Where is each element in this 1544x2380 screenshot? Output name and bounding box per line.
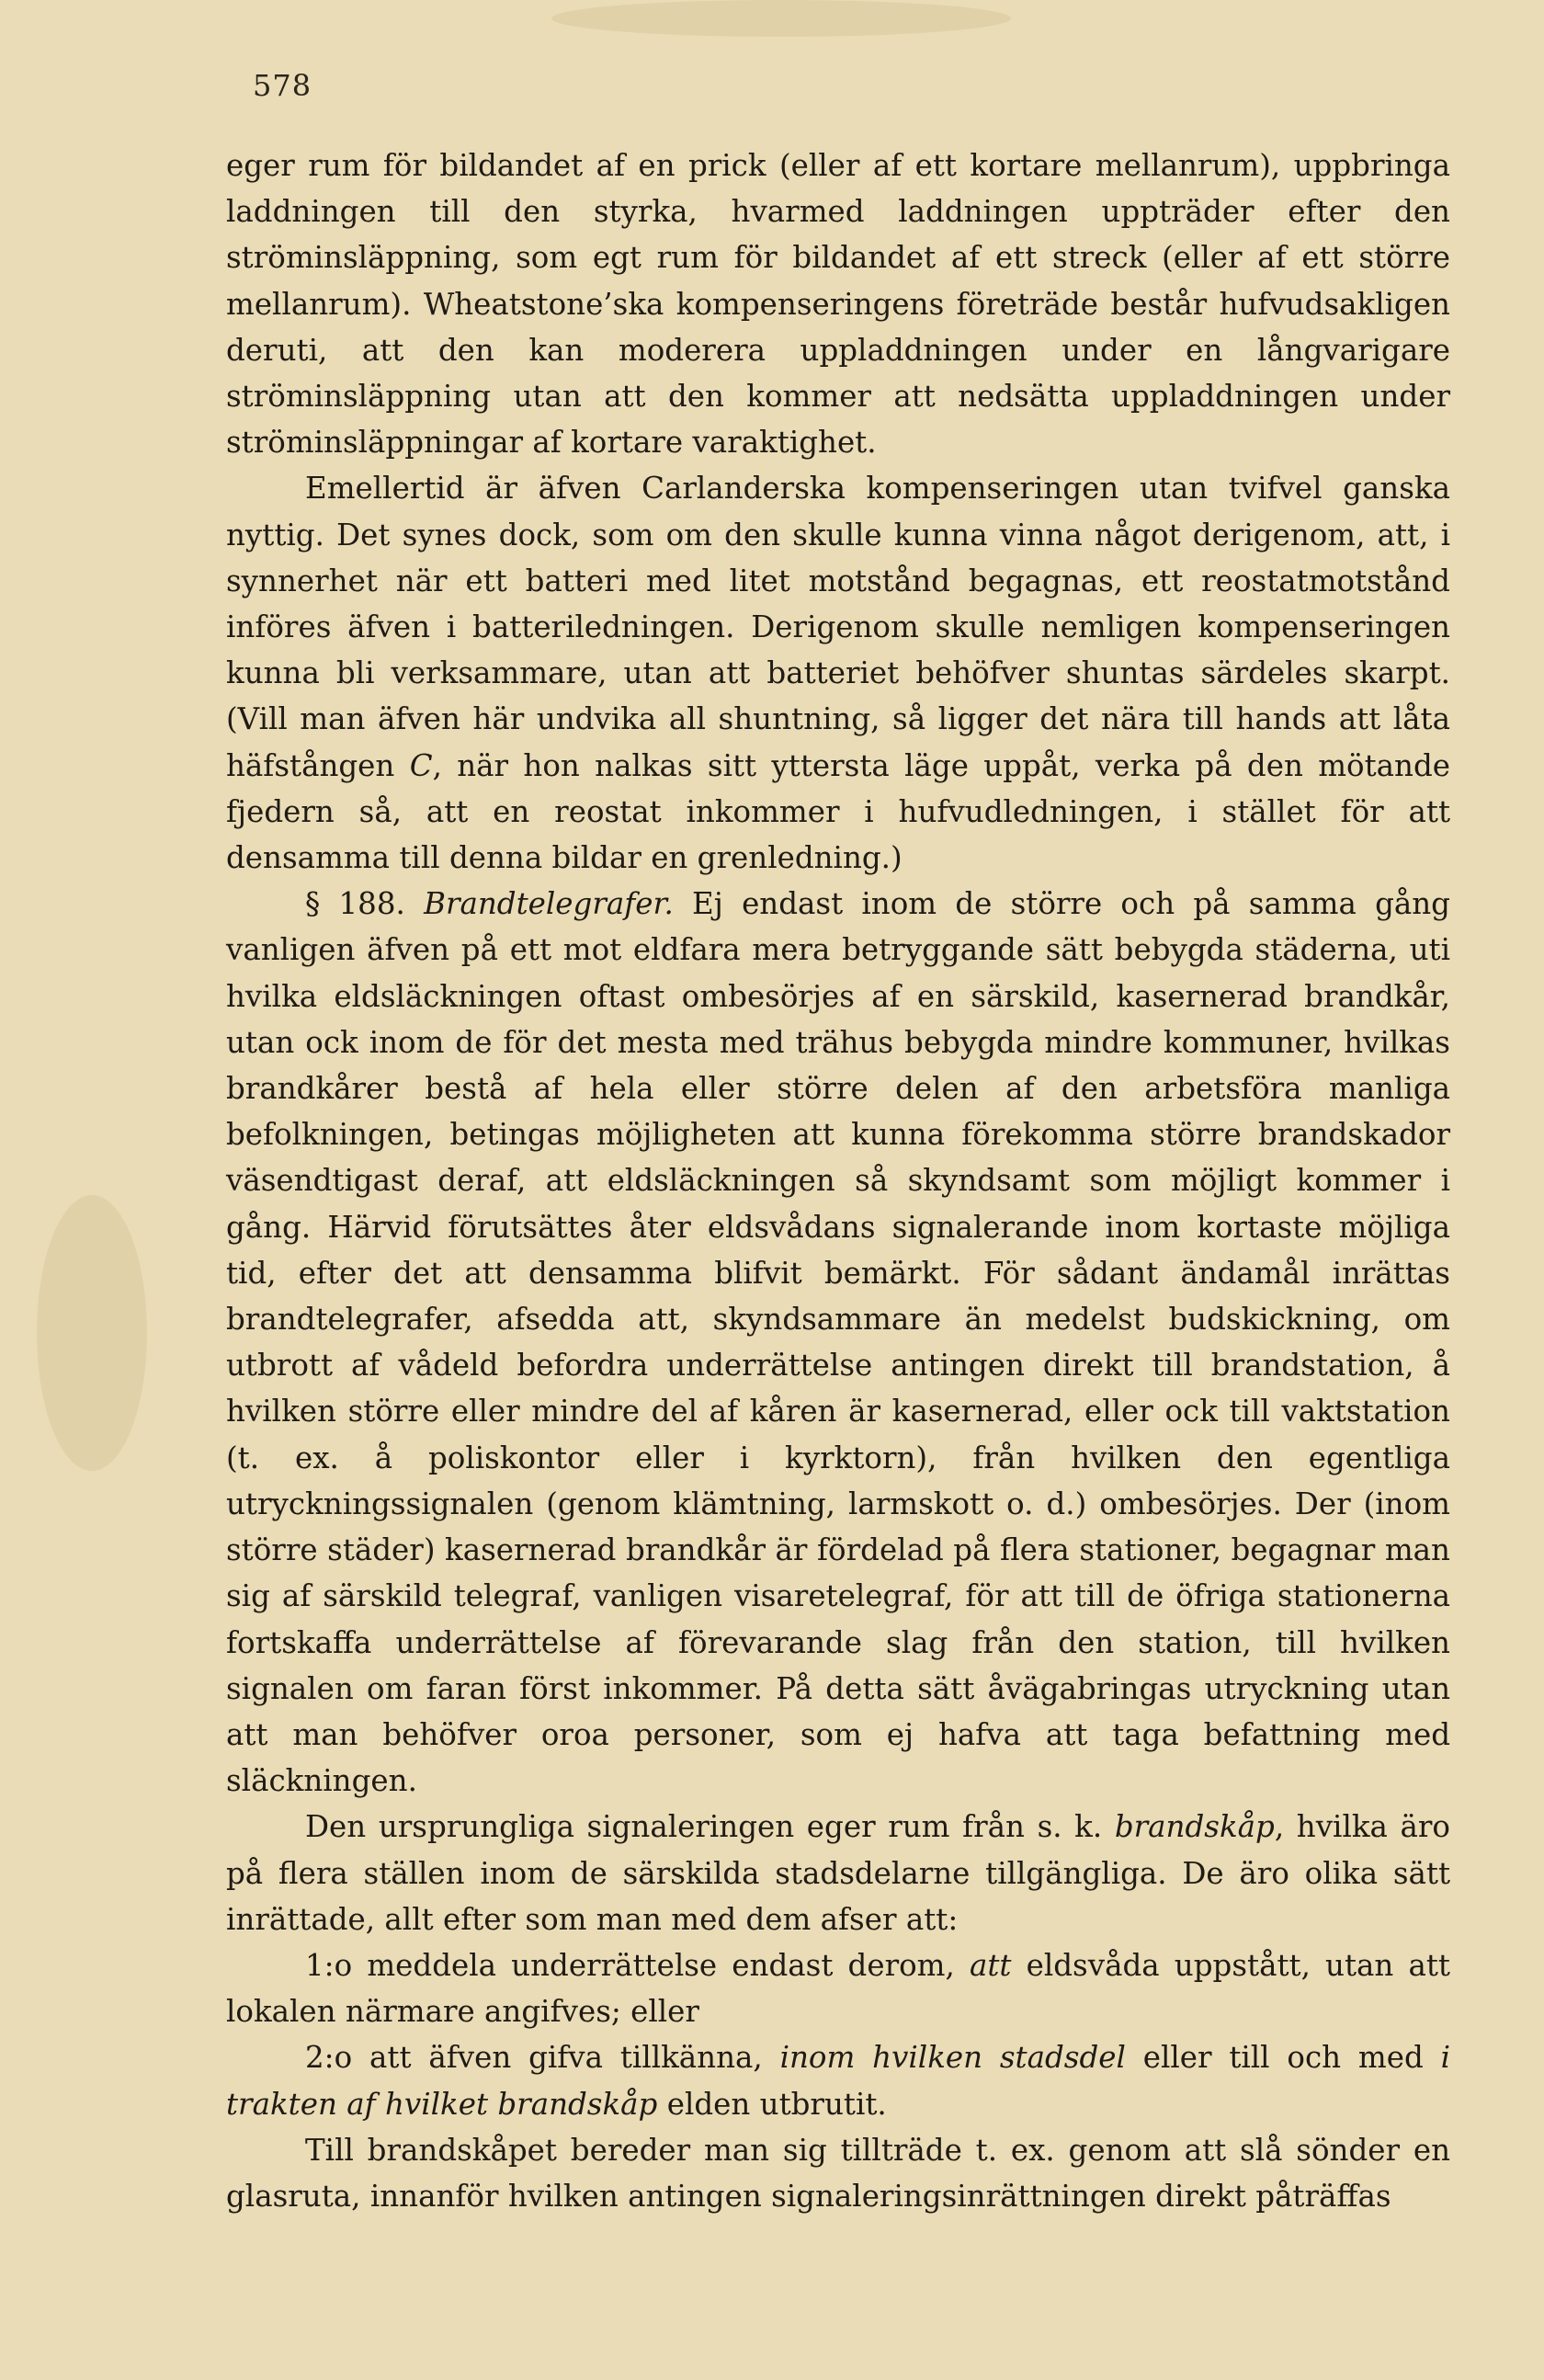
paragraph	[226, 2127, 1450, 2219]
paragraph-text: , hvilka äro på flera ställen inom de särskilda stadsdelarne tillgängliga. De äro olika sätt inrättade, allt efter som man med dem afser att:	[226, 1809, 1450, 1937]
page-number: 578	[253, 68, 312, 103]
paragraph-text: Till brandskåpet bereder man sig tillträde t. ex. genom att slå sönder en glasruta, innanför hvilken antingen signaleringsinrättningen direkt påträffas	[226, 2132, 1450, 2214]
paragraph	[226, 465, 1450, 881]
italic-text: brandskåp	[1114, 1809, 1275, 1845]
paragraph-text: Ej endast inom de större och på samma gång vanligen äfven på ett mot eldfara mera betryggande sätt bebygda städerna, uti hvilka eldsläckningen oftast ombesörjes af en särskild, kasernerad brandkår, utan ock inom de för det mesta med trähus bebygda mindre kommuner, hvilkas brandkårer bestå af hela eller större delen af den arbetsföra manliga befolkningen, betingas möjligheten att kunna förekomma större brandskador väsendtigast deraf, att eldsläckningen så skyndsamt som möjligt kommer i gång. Härvid förutsättes åter eldsvådans signalerande inom kortaste möjliga tid, efter det att densamma blifvit bemärkt. För sådant ändamål inrättas brandtelegrafer, afsedda att, skyndsammare än medelst budskickning, om utbrott af vådeld befordra underrättelse antingen direkt till brandstation, å hvilken större eller mindre del af kåren är kasernerad, eller ock till vaktstation (t. ex. å poliskontor eller i kyrktorn), från hvilken den egentliga utryckningssignalen (genom klämtning, larmskott o. d.) ombesörjes. Der (inom större städer) kasernerad brandkår är fördelad på flera stationer, begagnar man sig af särskild telegraf, vanligen visaretelegraf, för att till de öfriga stationerna fortskaffa underrättelse af förevarande slag från den station, till hvilken signalen om faran först inkommer. På detta sätt åvägabringas utryckning utan att man behöfver oroa personer, som ej hafva att taga befattning med släckningen.	[226, 886, 1450, 1799]
section-title: Brandtelegrafer.	[424, 886, 674, 922]
paragraph-text: elden utbrutit.	[657, 2086, 887, 2122]
list-item-1	[226, 1942, 1450, 2034]
paper-stain	[37, 1195, 147, 1471]
paragraph-text: Emellertid är äfven Carlanderska kompenseringen utan tvifvel ganska nyttig. Det synes dock, som om den skulle kunna vinna något derigenom, att, i synnerhet när ett batteri med litet motstånd begagnas, ett reostatmotstånd införes äfven i batteriledningen. Derigenom skulle nemligen kompenseringen kunna bli verksammare, utan att batteriet behöfver shuntas särdeles skarpt. (Vill man äfven här undvika all shuntning, så ligger det nära till hands att låta häfstången	[226, 471, 1450, 783]
section-paragraph	[226, 881, 1450, 1804]
paragraph	[226, 142, 1450, 465]
italic-text: C	[409, 747, 433, 783]
paragraph-text: eger rum för bildandet af en prick (eller af ett kortare mellanrum), uppbringa laddningen till den styrka, hvarmed laddningen uppträder efter den ströminsläppning, som egt rum för bildandet af ett streck (eller af ett större mellanrum). Wheatstone’ska kompenseringens företräde består hufvudsakligen deruti, att den kan moderera uppladdningen under en långvarigare ströminsläppning utan att den kommer att nedsätta uppladdningen under ströminsläppningar af kortare varaktighet.	[226, 148, 1450, 461]
italic-text: inom hvilken stadsdel	[779, 2040, 1126, 2076]
paragraph-text: eldsvåda uppstått, utan att lokalen närmare angifves; eller	[226, 1947, 1450, 2030]
paragraph-text: eller till och med	[1125, 2040, 1441, 2076]
italic-text: i trakten af hvilket brandskåp	[226, 2040, 1451, 2122]
paragraph	[226, 1804, 1450, 1942]
paper-stain	[551, 0, 1011, 37]
paragraph-text: 1:o meddela underrättelse endast derom,	[305, 1947, 970, 1983]
paragraph-text: 2:o att äfven gifva tillkänna,	[305, 2040, 780, 2076]
section-number: § 188.	[305, 886, 425, 922]
paragraph-text: Den ursprungliga signaleringen eger rum från s. k.	[305, 1809, 1115, 1845]
paragraph-text: , när hon nalkas sitt yttersta läge uppåt, verka på den mötande fjedern så, att en reostat inkommer i hufvudledningen, i stället för att densamma till denna bildar en grenledning.)	[226, 747, 1450, 876]
italic-text: att	[969, 1947, 1012, 1983]
body-text	[226, 142, 1450, 2219]
list-item-2	[226, 2034, 1450, 2126]
